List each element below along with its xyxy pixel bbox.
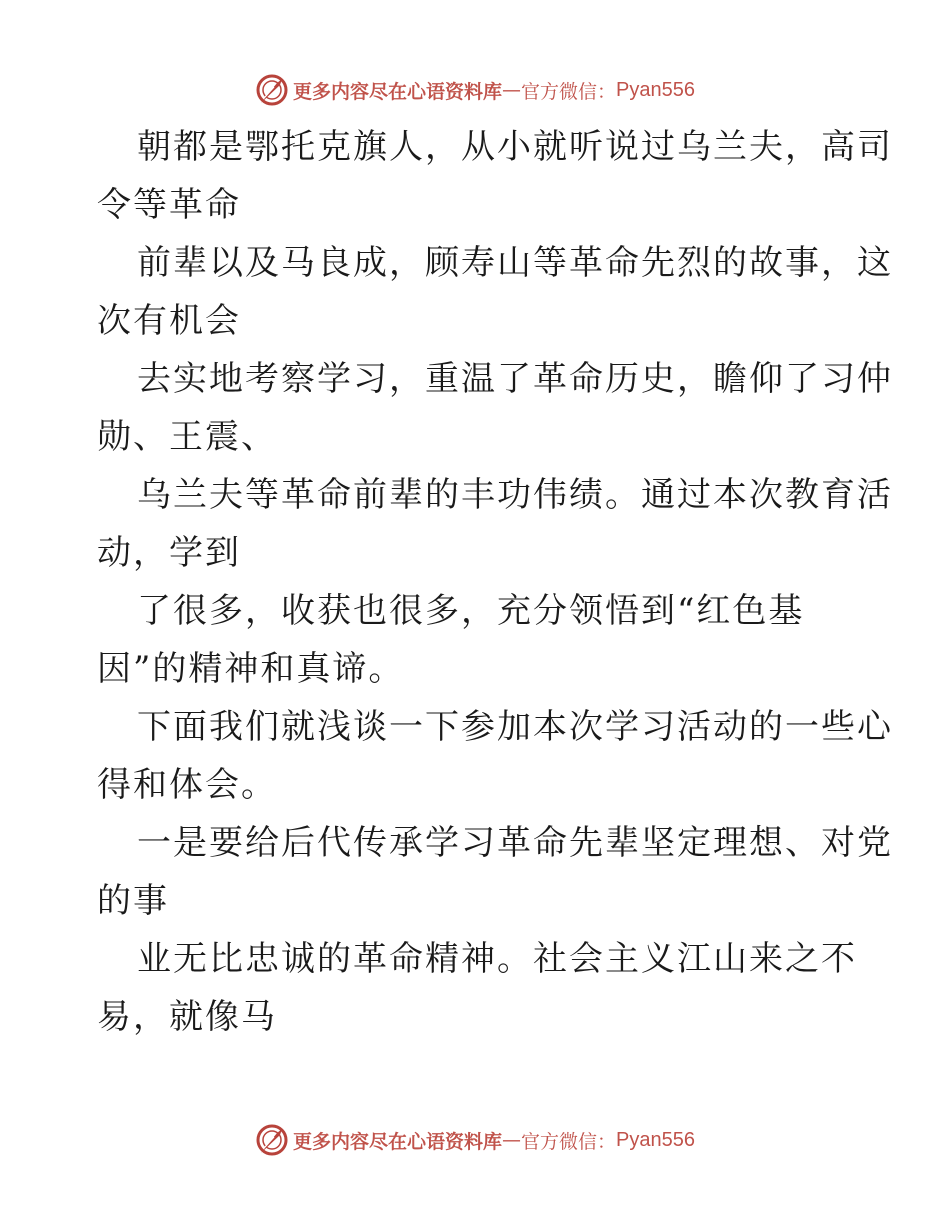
paragraph-line: 业无比忠诚的革命精神。社会主义江山来之不 bbox=[137, 939, 857, 979]
banner-title: 更多内容尽在心语资料库 bbox=[293, 1130, 503, 1153]
paragraph-line: 了很多，收获也很多，充分领悟到“红色基 bbox=[137, 591, 805, 631]
paragraph-line: 得和体会。 bbox=[97, 765, 277, 805]
banner-wechat-label: 官方微信： bbox=[521, 80, 617, 103]
paragraph bbox=[97, 814, 893, 930]
banner-wechat-id: Pyan556 bbox=[616, 78, 695, 101]
paragraph-line: 一是要给后代传承学习革命先辈坚定理想、对党 bbox=[137, 823, 893, 863]
paragraph bbox=[97, 930, 857, 1046]
footer-banner bbox=[0, 1120, 950, 1160]
quill-logo-icon bbox=[255, 1123, 289, 1157]
paragraph-line: 下面我们就浅谈一下参加本次学习活动的一些心 bbox=[137, 707, 893, 747]
paragraph-line: 前辈以及马良成，顾寿山等革命先烈的故事，这 bbox=[137, 243, 893, 283]
banner-separator: — bbox=[502, 1129, 522, 1151]
paragraph bbox=[97, 350, 893, 466]
paragraph bbox=[97, 234, 893, 350]
paragraph-line: 去实地考察学习，重温了革命历史，瞻仰了习仲 bbox=[137, 359, 893, 399]
paragraph-line: 的事 bbox=[97, 881, 169, 921]
banner-wechat-id: Pyan556 bbox=[616, 1128, 695, 1151]
banner-wechat-label: 官方微信： bbox=[521, 1130, 617, 1153]
paragraph-line: 次有机会 bbox=[97, 301, 241, 341]
banner-title: 更多内容尽在心语资料库 bbox=[293, 80, 503, 103]
paragraph-line: 易，就像马 bbox=[97, 997, 277, 1037]
paragraph bbox=[97, 118, 893, 234]
paragraph bbox=[97, 466, 893, 582]
paragraph-line: 因”的精神和真谛。 bbox=[97, 649, 405, 689]
paragraph-line: 令等革命 bbox=[97, 185, 241, 225]
paragraph-line: 乌兰夫等革命前辈的丰功伟绩。通过本次教育活 bbox=[137, 475, 893, 515]
banner-separator: — bbox=[502, 79, 522, 101]
paragraph-line: 朝都是鄂托克旗人，从小就听说过乌兰夫，高司 bbox=[137, 127, 893, 167]
header-banner bbox=[0, 70, 950, 110]
paragraph bbox=[97, 582, 857, 698]
paragraph bbox=[97, 698, 893, 814]
paragraph-line: 动，学到 bbox=[97, 533, 241, 573]
quill-logo-icon bbox=[255, 73, 289, 107]
paragraph-line: 勋、王震、 bbox=[97, 417, 277, 457]
document-body bbox=[97, 118, 893, 1046]
